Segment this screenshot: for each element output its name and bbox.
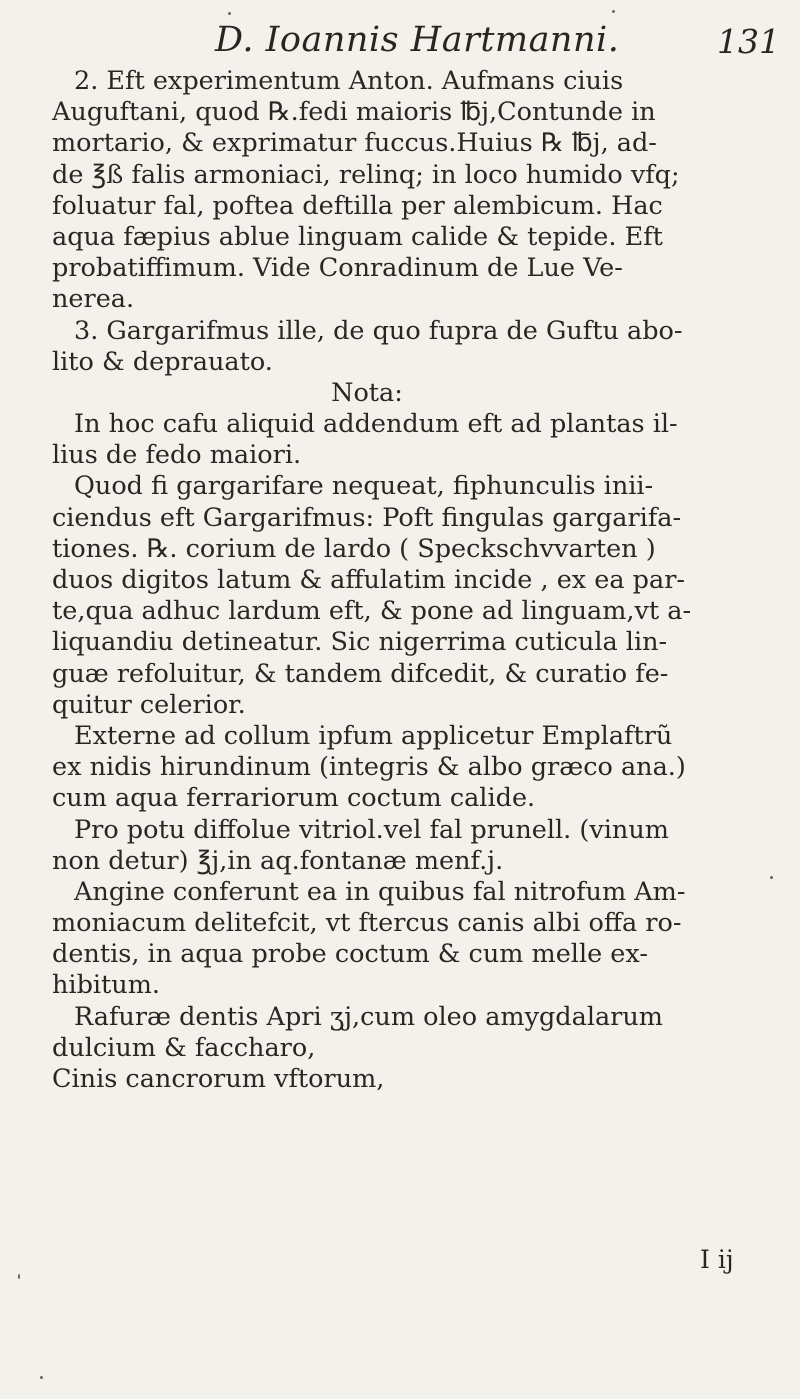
text-line: te,qua adhuc lardum eft, & pone ad linguam,vt a- bbox=[52, 596, 692, 627]
text-line: probatiffimum. Vide Conradinum de Lue Ve- bbox=[52, 253, 623, 284]
ink-speck bbox=[612, 10, 615, 13]
text-line: lito & deprauato. bbox=[52, 346, 273, 377]
text-line: aqua fæpius ablue linguam calide & tepide. Eft bbox=[52, 221, 663, 252]
ink-speck bbox=[228, 12, 231, 15]
text-line: Quod fi gargarifare nequeat, fiphunculis inii- bbox=[74, 471, 654, 502]
text-line: quitur celerior. bbox=[52, 689, 246, 720]
text-line: Cinis cancrorum vftorum, bbox=[52, 1064, 385, 1094]
text-line: nerea. bbox=[52, 284, 135, 315]
text-line: moniacum delitefcit, vt ftercus canis albi offa ro- bbox=[52, 908, 682, 939]
text-line: dulcium & faccharo, bbox=[52, 1032, 316, 1063]
text-line: guæ refoluitur, & tandem difcedit, & curatio fe- bbox=[52, 658, 669, 689]
text-line: 3. Gargarifmus ille, de quo fupra de Guftu abo- bbox=[74, 315, 683, 346]
text-line: cum aqua ferrariorum coctum calide. bbox=[52, 783, 536, 814]
text-line: tiones. ℞. corium de lardo ( Speckschvvarten ) bbox=[52, 533, 656, 564]
text-line: ex nidis hirundinum (integris & albo græco ana.) bbox=[52, 752, 686, 783]
text-line: Pro potu diffolue vitriol.vel fal prunell. (vinum bbox=[74, 814, 669, 845]
text-line: 2. Eft experimentum Anton. Aufmans ciuis bbox=[74, 66, 624, 96]
text-line: de ℥ß falis armoniaci, relinq; in loco humido vfq; bbox=[52, 159, 680, 190]
text-line: Angine conferunt ea in quibus fal nitrofum Am- bbox=[74, 876, 686, 907]
text-line: hibitum. bbox=[52, 970, 161, 1001]
text-line: Externe ad collum ipfum applicetur Emplaftrũ bbox=[74, 720, 673, 751]
signature-mark: I ij bbox=[700, 1245, 734, 1274]
ink-speck bbox=[40, 1376, 43, 1379]
ink-speck bbox=[770, 876, 773, 879]
running-head-title: D. Ioannis Hartmanni. bbox=[215, 20, 620, 60]
body-text bbox=[52, 66, 772, 1095]
text-line: liquandiu detineatur. Sic nigerrima cuticula lin- bbox=[52, 627, 668, 658]
text-line: duos digitos latum & affulatim incide , ex ea par- bbox=[52, 565, 686, 595]
ink-speck bbox=[18, 1274, 20, 1279]
nota-heading: Nota: bbox=[331, 377, 403, 408]
text-line: dentis, in aqua probe coctum & cum melle ex- bbox=[52, 939, 648, 970]
text-line: ciendus eft Gargarifmus: Poft fingulas gargarifa- bbox=[52, 502, 682, 533]
text-line: non detur) ℥j,in aq.fontanæ menf.j. bbox=[52, 845, 504, 876]
text-line: In hoc cafu aliquid addendum eft ad plantas il- bbox=[74, 409, 678, 440]
text-line: foluatur fal, poftea deftilla per alembicum. Hac bbox=[52, 190, 663, 221]
page-number: 131 bbox=[717, 22, 780, 61]
text-line: lius de fedo maiori. bbox=[52, 440, 302, 471]
text-line: Auguftani, quod ℞.fedi maioris ℔j,Contunde in bbox=[52, 97, 656, 128]
running-head bbox=[0, 18, 800, 66]
text-line: mortario, & exprimatur fuccus.Huius ℞ ℔j, ad- bbox=[52, 128, 657, 159]
text-line: Rafuræ dentis Apri ʒj,cum oleo amygdalarum bbox=[74, 1001, 663, 1032]
